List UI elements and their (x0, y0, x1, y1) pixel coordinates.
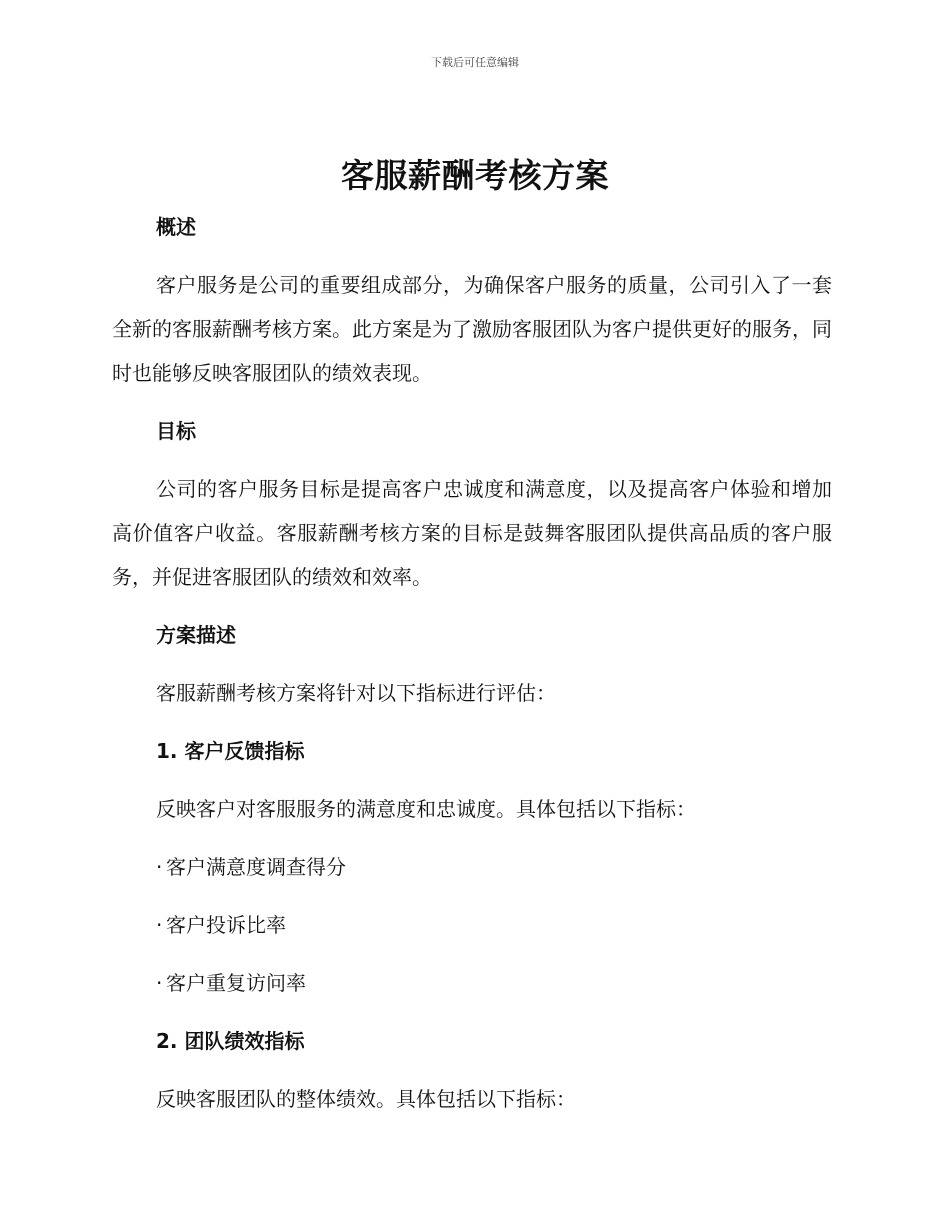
bullet-item (112, 845, 832, 889)
page-title: 客服薪酬考核方案 (341, 156, 609, 195)
document-body (112, 205, 832, 1135)
item2-intro: 反映客服团队的整体绩效。具体包括以下指标： (156, 1087, 576, 1111)
plan-heading: 方案描述 (156, 623, 236, 647)
overview-paragraph: 客户服务是公司的重要组成部分，为确保客户服务的质量，公司引入了一套全新的客服薪酬考核方案。此方案是为了激励客服团队为客户提供更好的服务，同时也能够反映客服团队的绩效表现。 (112, 273, 832, 385)
bullet-text: 客户满意度调查得分 (166, 855, 346, 879)
item1-heading: 1. 客户反馈指标 (156, 739, 305, 763)
item1-intro: 反映客户对客服服务的满意度和忠诚度。具体包括以下指标： (156, 797, 696, 821)
goal-paragraph: 公司的客户服务目标是提高客户忠诚度和满意度，以及提高客户体验和增加高价值客户收益。客服薪酬考核方案的目标是鼓舞客服团队提供高品质的客户服务，并促进客服团队的绩效和效率。 (112, 477, 832, 589)
bullet-dot: · (156, 971, 163, 995)
bullet-item (112, 903, 832, 947)
bullet-text: 客户投诉比率 (166, 913, 286, 937)
plan-intro: 客服薪酬考核方案将针对以下指标进行评估： (156, 681, 556, 705)
goal-heading: 目标 (156, 419, 196, 443)
bullet-item (112, 961, 832, 1005)
overview-heading: 概述 (156, 215, 196, 239)
bullet-dot: · (156, 855, 163, 879)
item2-heading: 2. 团队绩效指标 (156, 1029, 305, 1053)
bullet-text: 客户重复访问率 (166, 971, 306, 995)
bullet-dot: · (156, 913, 163, 937)
header-note: 下载后可任意编辑 (431, 56, 519, 69)
